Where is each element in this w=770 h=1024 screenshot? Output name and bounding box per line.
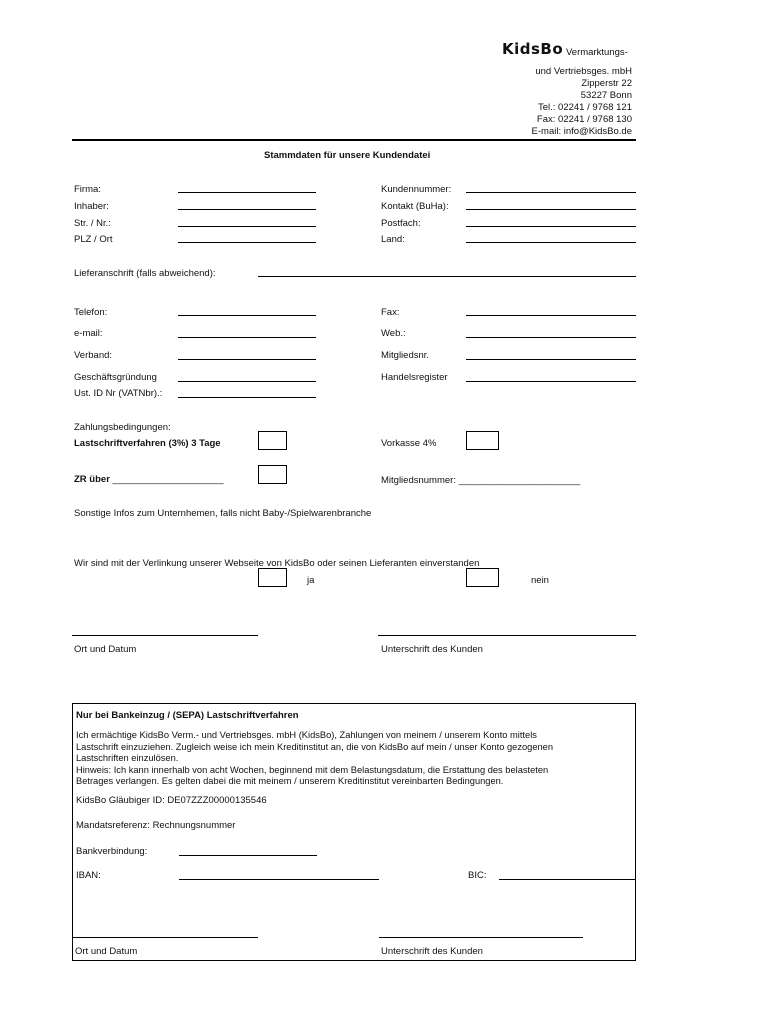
place-date-line[interactable] bbox=[72, 635, 258, 636]
signature-label: Unterschrift des Kunden bbox=[381, 644, 483, 655]
sepa-authorization-text bbox=[76, 730, 628, 788]
field-label-mitgliedsnr: Mitgliedsnr. bbox=[381, 350, 430, 361]
sepa-place-date-label: Ort und Datum bbox=[75, 946, 138, 957]
field-label-land: Land: bbox=[381, 234, 405, 245]
field-label-postfach: Postfach: bbox=[381, 218, 421, 229]
sepa-text-line4: Hinweis: Ich kann innerhalb von acht Wochen, beginnend mit dem Belastungsdatum, die Erstattung des belasteten bbox=[76, 764, 549, 775]
field-input-land[interactable] bbox=[466, 242, 636, 243]
field-label-firma: Firma: bbox=[74, 184, 101, 195]
field-label-telefon: Telefon: bbox=[74, 307, 108, 318]
linking-no-checkbox[interactable] bbox=[466, 568, 499, 587]
field-input-handelsregister[interactable] bbox=[466, 381, 636, 382]
field-label-web: Web.: bbox=[381, 328, 406, 339]
bank-label: Bankverbindung: bbox=[76, 846, 148, 857]
iban-input[interactable] bbox=[179, 879, 379, 880]
sepa-signature-label: Unterschrift des Kunden bbox=[381, 946, 483, 957]
sepa-mandate-box bbox=[72, 703, 636, 961]
company-fax: Fax: 02241 / 9768 130 bbox=[536, 114, 632, 125]
field-label-inhaber: Inhaber: bbox=[74, 201, 109, 212]
other-info-label: Sonstige Infos zum Unternhemen, falls nicht Baby-/Spielwarenbranche bbox=[74, 508, 372, 519]
field-input-plz-ort[interactable] bbox=[178, 242, 316, 243]
field-input-kundennummer[interactable] bbox=[466, 192, 636, 193]
field-input-postfach[interactable] bbox=[466, 226, 636, 227]
sepa-heading: Nur bei Bankeinzug / (SEPA) Lastschriftverfahren bbox=[76, 710, 299, 721]
form-title: Stammdaten für unsere Kundendatei bbox=[264, 150, 431, 161]
field-input-street[interactable] bbox=[178, 226, 316, 227]
linking-yes-label: ja bbox=[307, 575, 315, 586]
field-input-verband[interactable] bbox=[178, 359, 316, 360]
field-input-mitgliedsnr[interactable] bbox=[466, 359, 636, 360]
direct-debit-label: Lastschriftverfahren (3%) 3 Tage bbox=[74, 438, 221, 449]
direct-debit-checkbox[interactable] bbox=[258, 431, 287, 450]
field-label-kundennummer: Kundennummer: bbox=[381, 184, 452, 195]
zr-checkbox[interactable] bbox=[258, 465, 287, 484]
field-label-geschaeftsgruendung: Geschäftsgründung bbox=[74, 372, 157, 383]
field-input-vat[interactable] bbox=[178, 397, 316, 398]
field-label-street: Str. / Nr.: bbox=[74, 218, 111, 229]
sepa-signature-line[interactable] bbox=[379, 937, 583, 938]
field-input-kontakt[interactable] bbox=[466, 209, 636, 210]
company-tel: Tel.: 02241 / 9768 121 bbox=[537, 102, 632, 113]
field-label-verband: Verband: bbox=[74, 350, 113, 361]
field-label-vat: Ust. ID Nr (VATNbr).: bbox=[74, 388, 163, 399]
prepayment-label: Vorkasse 4% bbox=[381, 438, 437, 449]
linking-no-label: nein bbox=[531, 575, 549, 586]
field-label-kontakt: Kontakt (BuHa): bbox=[381, 201, 449, 212]
field-input-geschaeftsgruendung[interactable] bbox=[178, 381, 316, 382]
company-name-line1: Vermarktungs- bbox=[566, 47, 628, 58]
field-input-inhaber[interactable] bbox=[178, 209, 316, 210]
bic-input[interactable] bbox=[499, 879, 635, 880]
field-label-lieferanschrift: Lieferanschrift (falls abweichend): bbox=[74, 268, 216, 279]
field-input-fax[interactable] bbox=[466, 315, 636, 316]
company-logo: KidsBo bbox=[502, 40, 564, 58]
zr-label: ZR über _____________________ bbox=[74, 474, 224, 485]
sepa-place-date-line[interactable] bbox=[73, 937, 258, 938]
field-input-firma[interactable] bbox=[178, 192, 316, 193]
bic-label: BIC: bbox=[468, 870, 487, 881]
company-street: Zipperstr 22 bbox=[581, 78, 632, 89]
signature-line[interactable] bbox=[378, 635, 636, 636]
field-label-plz-ort: PLZ / Ort bbox=[74, 234, 113, 245]
payment-terms-label: Zahlungsbedingungen: bbox=[74, 422, 171, 433]
header-divider bbox=[72, 139, 636, 141]
company-address bbox=[532, 66, 632, 138]
company-name-line2: und Vertriebsges. mbH bbox=[535, 66, 632, 77]
mandate-reference: Mandatsreferenz: Rechnungsnummer bbox=[76, 820, 236, 831]
linking-yes-checkbox[interactable] bbox=[258, 568, 287, 587]
field-input-lieferanschrift[interactable] bbox=[258, 276, 636, 277]
member-number-label: Mitgliedsnummer: _______________________ bbox=[381, 475, 581, 486]
iban-label: IBAN: bbox=[76, 870, 101, 881]
creditor-id: KidsBo Gläubiger ID: DE07ZZZ00000135546 bbox=[76, 795, 267, 806]
field-input-telefon[interactable] bbox=[178, 315, 316, 316]
field-label-handelsregister: Handelsregister bbox=[381, 372, 448, 383]
company-email: E-mail: info@KidsBo.de bbox=[531, 126, 632, 137]
linking-consent-label: Wir sind mit der Verlinkung unserer Webseite von KidsBo oder seinen Lieferanten einverstanden bbox=[74, 558, 480, 569]
company-city: 53227 Bonn bbox=[580, 90, 632, 101]
sepa-text-line3: Lastschriften einzulösen. bbox=[76, 753, 179, 763]
sepa-text-line2: Lastschrift einzuziehen. Zugleich weise ich mein Kreditinstitut an, die von KidsBo auf mein / unser Konto gezogenen bbox=[76, 741, 553, 752]
field-input-web[interactable] bbox=[466, 337, 636, 338]
place-date-label: Ort und Datum bbox=[74, 644, 137, 655]
sepa-text-line1: Ich ermächtige KidsBo Verm.- und Vertriebsges. mbH (KidsBo), Zahlungen von meinem / unserem Konto mittels bbox=[76, 730, 537, 740]
prepayment-checkbox[interactable] bbox=[466, 431, 499, 450]
bank-input[interactable] bbox=[179, 855, 317, 856]
field-label-fax: Fax: bbox=[381, 307, 400, 318]
field-label-email: e-mail: bbox=[74, 328, 103, 339]
sepa-text-line5: Betrages verlangen. Es gelten dabei die mit meinem / unserem Kreditinstitut vereinbarten Bedingungen. bbox=[76, 776, 504, 786]
field-input-email[interactable] bbox=[178, 337, 316, 338]
